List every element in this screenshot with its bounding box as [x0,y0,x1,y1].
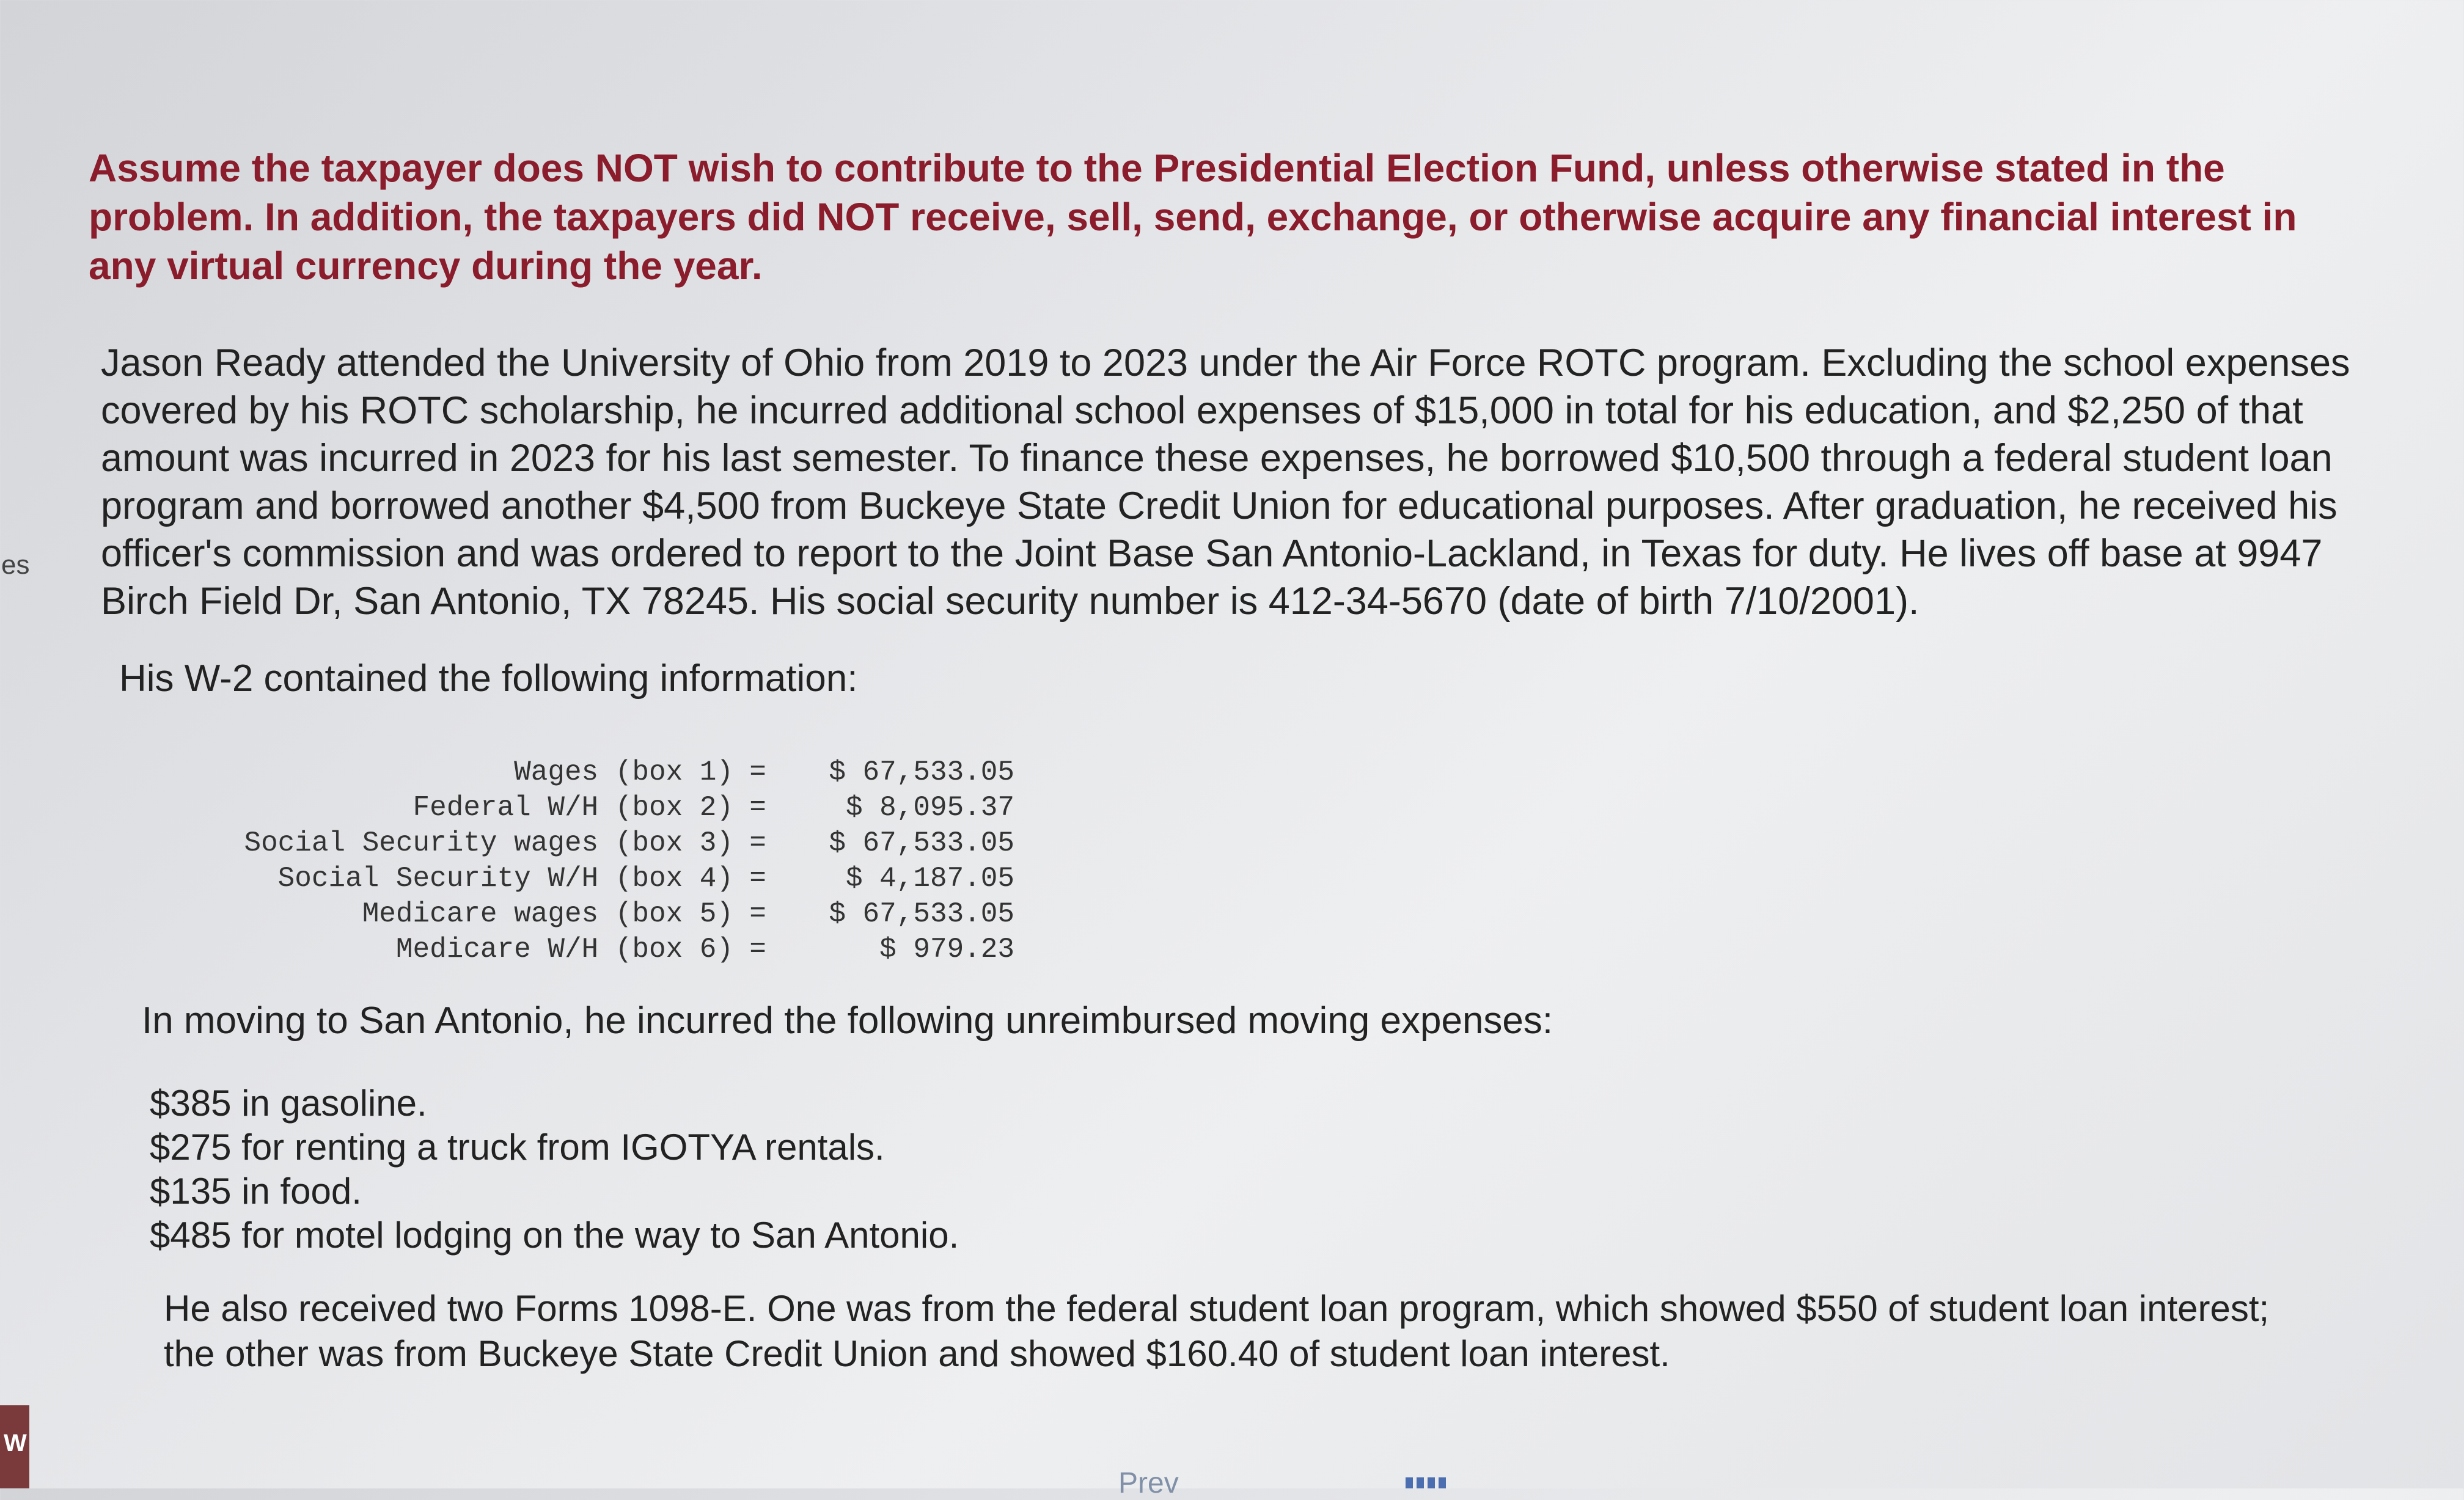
w2-equals: = [749,898,766,930]
w2-value: $ 4,187.05 [845,863,1014,895]
w2-equals: = [749,792,766,824]
side-tab-bottom-label: W [4,1430,27,1457]
w2-label: Medicare wages (box 5) [362,898,733,930]
w2-value: $ 67,533.05 [829,756,1014,788]
list-item: $385 in gasoline. [150,1083,427,1124]
w2-row [183,896,1014,932]
list-item: $135 in food. [150,1171,362,1212]
w2-equals: = [749,756,766,788]
prev-link[interactable]: Prev [1118,1467,1179,1499]
w2-equals: = [749,863,766,895]
w2-value: $ 979.23 [879,934,1014,965]
w2-value: $ 67,533.05 [829,827,1014,859]
moving-expenses-intro: In moving to San Antonio, he incurred the following unreimbursed moving expenses: [142,1000,1553,1042]
w2-row [183,755,1014,790]
grid-icon[interactable] [1406,1477,1448,1488]
w2-value: $ 8,095.37 [845,792,1014,824]
w2-label: Social Security W/H (box 4) [277,863,733,895]
w2-row [183,790,1014,825]
w2-label: Social Security wages (box 3) [244,827,733,859]
w2-label: Federal W/H (box 2) [413,792,733,824]
problem-description: Jason Ready attended the University of Ohio from 2019 to 2023 under the Air Force ROTC program. Excluding the school expenses covered by his ROTC scholarship, he incurred additional school expenses of $15,000 in total for his education, and $2,250 of that amount was incurred in 2023 for his last semester. To finance these expenses, he borrowed $10,500 through a federal student loan program and borrowed another $4,500 from Buckeye State Credit Union for educational purposes. After graduation, he received his officer's commission and was ordered to report to the Joint Base San Antonio-Lackland, in Texas for duty. He lives off base at 9947 Birch Field Dr, San Antonio, TX 78245. His social security number is 412-34-5670 (date of birth 7/10/2001). [101,342,2350,623]
w2-row [183,861,1014,896]
w2-intro: His W-2 contained the following information: [119,657,858,700]
side-tab-top-label: es [1,550,30,580]
w2-table [183,755,1014,967]
side-tab-bottom[interactable] [0,1405,29,1488]
moving-expenses-list [150,1081,959,1257]
forms-1098e-text: He also received two Forms 1098-E. One was from the federal student loan program, which showed $550 of student loan interest; the other was from Buckeye State Credit Union and showed $160.40 of student loan interest. [164,1288,2270,1374]
list-item: $275 for renting a truck from IGOTYA rentals. [150,1127,885,1168]
w2-row [183,932,1014,967]
w2-row [183,825,1014,861]
w2-label: Wages (box 1) [514,756,733,788]
w2-equals: = [749,827,766,859]
w2-value: $ 67,533.05 [829,898,1014,930]
instruction-notice: Assume the taxpayer does NOT wish to contribute to the Presidential Election Fund, unless otherwise stated in the problem. In addition, the taxpayers did NOT receive, sell, send, exchange, or otherwise acquire any financial interest in any virtual currency during the year. [89,146,2297,288]
w2-label: Medicare W/H (box 6) [395,934,733,965]
list-item: $485 for motel lodging on the way to San Antonio. [150,1215,959,1256]
side-tab-top[interactable] [0,550,31,580]
w2-equals: = [749,934,766,965]
